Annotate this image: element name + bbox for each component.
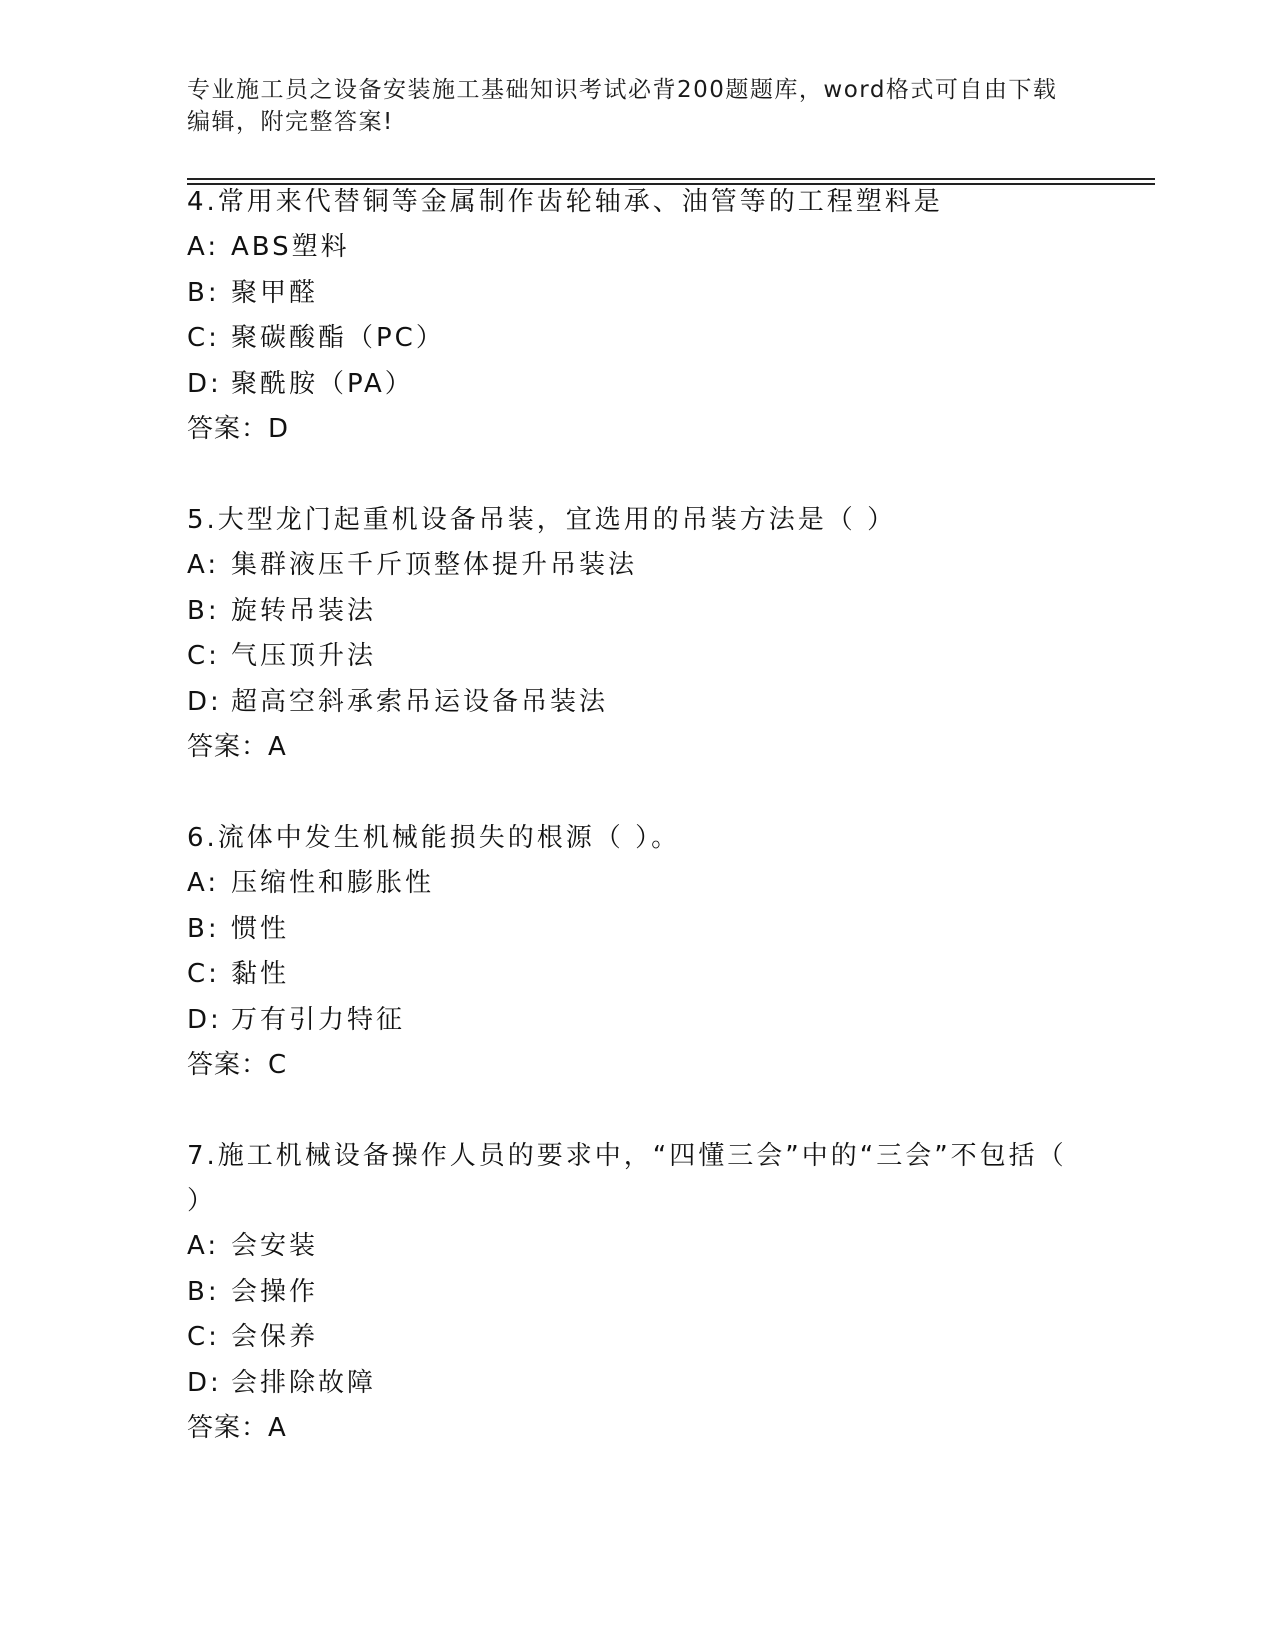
- option-text: 聚甲醛: [231, 277, 319, 308]
- option-c: [187, 1315, 1087, 1361]
- option-key: B:: [187, 595, 220, 626]
- option-c: [187, 316, 1087, 362]
- document-header: 专业施工员之设备安装施工基础知识考试必背200题题库，word格式可自由下载编辑，附完整答案!: [187, 77, 1058, 135]
- option-d: [187, 998, 1087, 1044]
- option-text: 集群液压千斤顶整体提升吊装法: [231, 550, 638, 580]
- option-a: [187, 1224, 1087, 1270]
- option-key: C:: [187, 323, 220, 353]
- option-d: [187, 680, 1087, 726]
- option-text: 会安装: [231, 1231, 319, 1261]
- option-key: D:: [187, 368, 222, 399]
- answer: 答案：C: [187, 1050, 288, 1080]
- option-b: [187, 907, 1087, 953]
- option-d: [187, 1361, 1087, 1407]
- answer: 答案：A: [187, 732, 287, 762]
- option-text: ABS塑料: [231, 232, 350, 262]
- option-key: C:: [187, 1322, 220, 1352]
- question-stem: 6.流体中发生机械能损失的根源（ ）。: [187, 823, 681, 853]
- option-a: [187, 861, 1087, 907]
- option-key: C:: [187, 641, 220, 671]
- question-4: [187, 180, 1087, 453]
- question-stem: 4.常用来代替铜等金属制作齿轮轴承、油管等的工程塑料是: [187, 187, 943, 217]
- question-5: [187, 498, 1087, 771]
- option-key: A:: [187, 550, 220, 580]
- option-text: 旋转吊装法: [231, 595, 377, 626]
- option-key: B:: [187, 913, 220, 944]
- question-stem: 7.施工机械设备操作人员的要求中，“四懂三会”中的“三会”不包括（ ）: [187, 1141, 1067, 1216]
- option-text: 聚酰胺（PA）: [231, 368, 414, 399]
- answer: 答案：A: [187, 1413, 287, 1443]
- option-c: [187, 634, 1087, 680]
- option-key: B:: [187, 1276, 220, 1307]
- option-text: 聚碳酸酯（PC）: [231, 323, 445, 353]
- option-key: B:: [187, 277, 220, 308]
- option-key: A:: [187, 1231, 220, 1261]
- option-text: 万有引力特征: [231, 1004, 406, 1035]
- option-b: [187, 1270, 1087, 1316]
- option-text: 气压顶升法: [231, 641, 377, 671]
- option-text: 会操作: [231, 1276, 319, 1307]
- option-key: D:: [187, 686, 222, 717]
- option-text: 黏性: [231, 959, 290, 989]
- option-b: [187, 589, 1087, 635]
- option-c: [187, 952, 1087, 998]
- option-d: [187, 362, 1087, 408]
- option-text: 惯性: [231, 913, 290, 944]
- option-text: 超高空斜承索吊运设备吊装法: [231, 686, 609, 717]
- question-6: [187, 816, 1087, 1089]
- option-key: C:: [187, 959, 220, 989]
- option-key: A:: [187, 232, 220, 262]
- option-text: 压缩性和膨胀性: [231, 868, 435, 898]
- question-7: [187, 1134, 1087, 1452]
- option-key: D:: [187, 1004, 222, 1035]
- option-key: D:: [187, 1367, 222, 1398]
- option-a: [187, 225, 1087, 271]
- option-a: [187, 543, 1087, 589]
- answer: 答案：D: [187, 414, 290, 444]
- option-text: 会排除故障: [231, 1367, 377, 1398]
- question-stem: 5.大型龙门起重机设备吊装，宜选用的吊装方法是（ ）: [187, 505, 897, 535]
- option-b: [187, 271, 1087, 317]
- option-key: A:: [187, 868, 220, 898]
- option-text: 会保养: [231, 1322, 319, 1352]
